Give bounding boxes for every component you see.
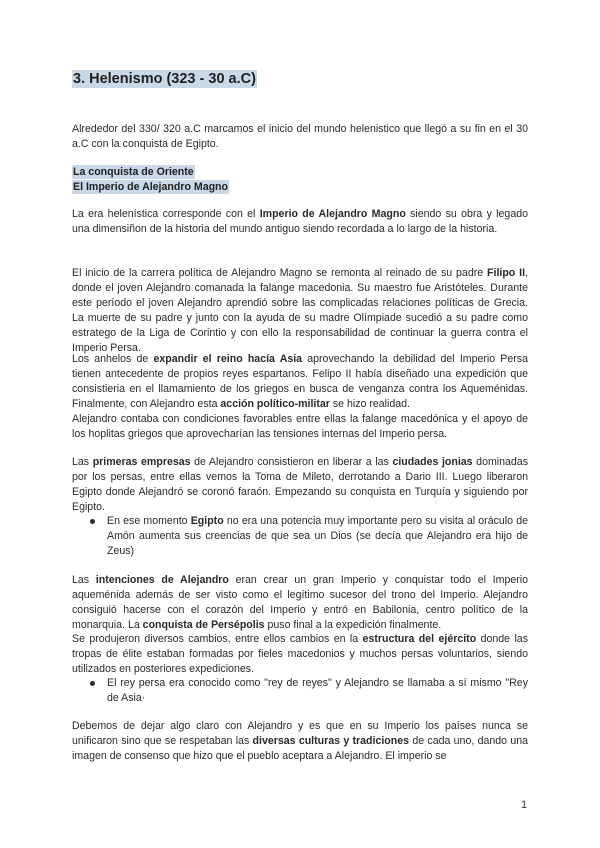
paragraph-era-helenistica: La era helenística corresponde con el Imperio de Alejandro Magno siendo su obra y legado una dimensiñon de la historia del mundo antiguo siendo recordada a lo largo de la historia. <box>72 208 528 235</box>
bullet-dot-icon <box>90 681 95 686</box>
page-number: 1 <box>521 799 527 811</box>
subheading-imperio: El Imperio de Alejandro Magno <box>73 181 229 193</box>
paragraph-cambios: Se produjeron diversos cambios, entre ellos cambios en la estructura del ejército donde las tropas de élite estaban formadas por fieles macedonios y muchos persas voluntarios, siendo utilizados en posteriores expediciones. <box>72 633 528 675</box>
paragraph-culturas: Debemos de dejar algo claro con Alejandro y es que en su Imperio los países nunca se unificaron sino que se respetaban las diversas culturas y tradiciones de cada uno, dando una imagen de consenso que hizo que el pueblo aceptara a Alejandro. El imperio se <box>72 720 528 762</box>
bold-imperio-alejandro: Imperio de Alejandro Magno <box>259 208 406 220</box>
paragraph-anhelos: Los anhelos de expandir el reino hacía Asia aprovechando la debilidad del Imperio Persa tienen antecedente de propios reyes espartanos. Felipo II había diseñado una expedición que consistieria en el llamamiento de los griegos en busca de venganza contra los Aqueménidas. Finalmente, con Alejandro esta acción político-militar se hizo realidad. <box>72 353 528 410</box>
paragraph-primeras-empresas: Las primeras empresas de Alejandro consistieron en liberar a las ciudades jonias dominadas por los persas, entre ellas vemos la Toma de Mileto, derrotando a Dario III. Luego liberaron Egipto donde Alejandró se coronó faraón. Empezando su conquista en Turquía y siguiendo por Egipto. <box>72 456 528 513</box>
bold-estructura-ejercito: estructura del ejército <box>362 633 477 645</box>
section-heading <box>72 71 257 87</box>
paragraph-intenciones: Las intenciones de Alejandro eran crear un gran Imperio y conquistar todo el Imperio aqueménida además de ser visto como el legítimo sucesor del trono del Imperio. Alejandro consiguió hacerse con el corazón del Imperio y entró en Babilonia, centro político de la monarquia. La conquista de Persépolis puso final a la expedición finalmente. <box>72 574 528 631</box>
bullet-list-egipto <box>88 514 528 559</box>
bullet-dot-icon <box>90 519 95 524</box>
heading-highlight: 3. Helenismo (323 - 30 a.C) <box>73 71 256 87</box>
intro-paragraph: Alrededor del 330/ 320 a.C marcamos el inicio del mundo helenistico que llegó a su fin en el 30 a.C con la conquista de Egipto. <box>72 123 528 150</box>
paragraph-carrera-politica: El inicio de la carrera política de Alejandro Magno se remonta al reinado de su padre Filipo II, donde el joven Alejandro comanada la falange macedonia. Su maestro fue Aristóteles. Durante este período el joven Alejandro aprendió sobre las complicadas relaciones políticas de Grecia. La muerte de su padre y junto con la ayuda de su madre Olímpiade sucedió a su padre como estratego de la Liga de Corintio y con ello la responsabilidad de continuar la guerra contra el Imperio Persa. <box>72 267 529 354</box>
paragraph-condiciones: Alejandro contaba con condiciones favorables entre ellas la falange macedónica y el apoyo de los hoplitas griegos que aprovecharían las tensiones internas del Imperio persa. <box>72 413 528 440</box>
bold-primeras-empresas: primeras empresas <box>92 456 191 468</box>
bold-expandir: expandir el reino hacía Asia <box>153 353 303 365</box>
bold-accion: acción político-militar <box>220 398 330 410</box>
subheading-block <box>72 165 528 195</box>
list-item: En ese momento Egipto no era una potencia muy importante pero su visita al oráculo de Amón aumenta sus creencias de que sea un Dios (se decía que Alejandro era hijo de Zeus) <box>88 514 528 559</box>
bold-intenciones: intenciones de Alejandro <box>95 574 229 586</box>
bold-persepolis: conquista de Persépolis <box>142 619 265 631</box>
bold-egipto: Egipto <box>190 515 224 527</box>
bold-filipo: Filipo II <box>487 267 526 279</box>
bullet-list-rey <box>88 676 528 706</box>
list-item: El rey persa era conocido como "rey de reyes" y Alejandro se llamaba a sí mismo "Rey de Asia· <box>88 676 528 706</box>
subheading-conquista: La conquista de Oriente <box>73 166 194 178</box>
bold-culturas: diversas culturas y tradiciones <box>252 735 410 747</box>
bold-ciudades-jonias: ciudades jonias <box>392 456 473 468</box>
